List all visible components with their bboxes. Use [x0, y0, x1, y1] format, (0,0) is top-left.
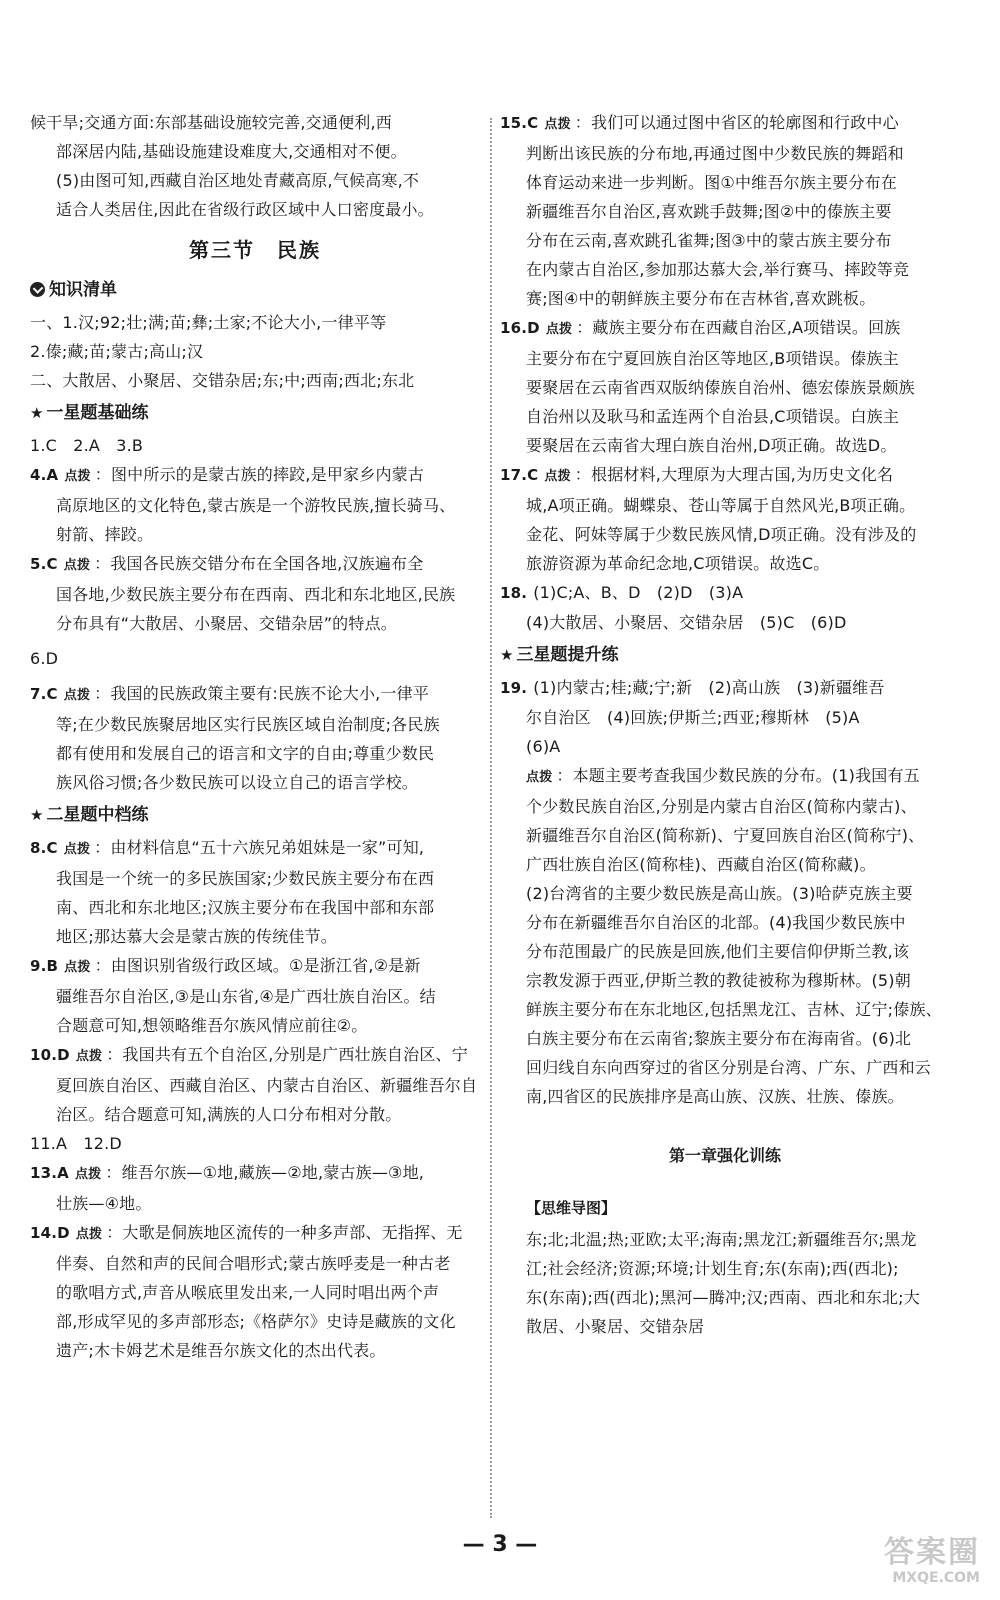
answer-11-12: 11.A 12.D	[30, 1134, 122, 1153]
question-18: 18. (1)C;A、B、D (2)D (3)A (4)大散居、小聚居、交错杂居 (5)C (6)D	[500, 583, 847, 632]
check-circle-icon	[30, 282, 45, 297]
question-16: 16.D 点拨 ：藏族主要分布在西藏自治区,A项错误。回族 主要分布在宁夏回族自治区等地区,B项错误。傣族主 要聚居在云南省西双版纳傣族自治州、德宏傣族景颇族 自治州以及耿马和孟连两个自治县,C项错误。白族主 要聚居在云南省大理白族自治州,D项正确。故选D。	[500, 318, 915, 455]
question-7: 7.C 点拨 ：我国的民族政策主要有:民族不论大小,一律平 等;在少数民族聚居地区实行民族区域自治制度;各民族 都有使用和发展自己的语言和文字的自由;尊重少数民 族风俗习惯;各少数民族可以设立自己的语言学校。	[30, 684, 440, 792]
question-13: 13.A 点拨 ：维吾尔族—①地,藏族—②地,蒙古族—③地, 壮族—④地。	[30, 1163, 425, 1213]
right-column	[500, 108, 950, 1341]
knowledge-line: 一、1.汉;92;壮;满;苗;彝;土家;不论大小,一律平等	[30, 313, 387, 332]
question-17: 17.C 点拨 ：根据材料,大理原为大理古国,为历史文化名 城,A项正确。蝴蝶泉、苍山等属于自然风光,B项正确。 金花、阿妹等属于少数民族风情,D项正确。没有涉及的 旅游资源为革命纪念地,C项错误。故选C。	[500, 465, 917, 573]
knowledge-line: 二、大散居、小聚居、交错杂居;东;中;西南;西北;东北	[30, 371, 415, 390]
watermark-logo: 答案圈 MXQE.COM	[884, 1535, 980, 1586]
intro-text: 候干旱;交通方面:东部基础设施较完善,交通便利,西 部深居内陆,基础设施建设难度大,交通相对不便。 (5)由图可知,西藏自治区地处青藏高原,气候高寒,不 适合人类居住,因此在省级行政区域中人口密度最小。	[30, 113, 434, 219]
question-9: 9.B 点拨 ：由图识别省级行政区域。①是浙江省,②是新 疆维吾尔自治区,③是山东省,④是广西壮族自治区。结 合题意可知,想领略维吾尔族风情应前往②。	[30, 956, 436, 1035]
question-5: 5.C 点拨 ：我国各民族交错分布在全国各地,汉族遍布全 国各地,少数民族主要分布在西南、西北和东北地区,民族 分布具有“大散居、小聚居、交错杂居”的特点。	[30, 554, 456, 633]
three-star-heading: ★ 三星题提升练	[500, 645, 619, 665]
question-19: 19. (1)内蒙古;桂;藏;宁;新 (2)高山族 (3)新疆维吾 尔自治区 (4)回族;伊斯兰;西亚;穆斯林 (5)A (6)A 点拨 ：本题主要考查我国少数民族的分布。(1)我国有五 个少数民族自治区,分别是内蒙古自治区(简称内蒙古)、 新疆维吾尔自治区(简称新)、宁夏回族自治区(简称宁)、 广西壮族自治区(简称桂)、西藏自治区(简称藏)。 (2)台湾省的主要少数民族是高山族。(3)哈萨克族主要 分布在新疆维吾尔自治区的北部。(4)我国少数民族中 分布范围最广的民族是回族,他们主要信仰伊斯兰教,该 宗教发源于西亚,伊斯兰教的教徒被称为穆斯林。(5)朝 鲜族主要分布在东北地区,包括黑龙江、吉林、辽宁;傣族、 白族主要分布在云南省;黎族主要分布在海南省。(6)北 回归线自东向西穿过的省区分别是台湾、广东、广西和云 南,四省区的民族排序是高山族、汉族、壮族、傣族。	[500, 678, 942, 1106]
mind-map: 【思维导图】 东;北;北温;热;亚欧;太平;海南;黑龙江;新疆维吾尔;黑龙 江;社会经济;资源;环境;计划生育;东(东南);西(西北); 东(东南);西(西北);黑河—腾冲;汉;西南、西北和东北;大 散居、小聚居、交错杂居	[500, 1195, 950, 1341]
two-star-heading: ★ 二星题中档练	[30, 805, 149, 825]
knowledge-heading: 知识清单	[30, 274, 480, 306]
question-8: 8.C 点拨 ：由材料信息“五十六族兄弟姐妹是一家”可知, 我国是一个统一的多民族国家;少数民族主要分布在西 南、西北和东北地区;汉族主要分布在我国中部和东部 地区;那达慕大会是蒙古族的传统佳节。	[30, 838, 435, 946]
question-4: 4.A 点拨 ：图中所示的是蒙古族的摔跤,是甲家乡内蒙古 高原地区的文化特色,蒙古族是一个游牧民族,擅长骑马、 射箭、摔跤。	[30, 465, 456, 544]
star-icon: ★	[500, 646, 514, 664]
question-15: 15.C 点拨 ：我们可以通过图中省区的轮廓图和行政中心 判断出该民族的分布地,再通过图中少数民族的舞蹈和 体育运动来进一步判断。图①中维吾尔族主要分布在 新疆维吾尔自治区,喜欢跳手鼓舞;图②中的傣族主要 分布在云南,喜欢跳孔雀舞;图③中的蒙古族主要分布 在内蒙古自治区,参加那达慕大会,举行赛马、摔跤等竞 赛;图④中的朝鲜族主要分布在吉林省,喜欢跳板。	[500, 113, 910, 308]
chapter-title: 第一章强化训练	[668, 1146, 781, 1165]
page-number: — 3 —	[462, 1532, 538, 1557]
one-star-heading: ★ 一星题基础练	[30, 403, 149, 423]
mind-map-label: 【思维导图】	[526, 1199, 617, 1217]
section-title: 第三节 民族	[189, 238, 321, 262]
star-icon: ★	[30, 806, 44, 824]
column-divider	[490, 118, 492, 1518]
star-icon: ★	[30, 404, 44, 422]
left-column	[30, 108, 480, 1365]
knowledge-line: 2.傣;藏;苗;蒙古;高山;汉	[30, 342, 204, 361]
question-14: 14.D 点拨 ：大歌是侗族地区流传的一种多声部、无指挥、无 伴奏、自然和声的民间合唱形式;蒙古族呼麦是一种古老 的歌唱方式,声音从喉底里发出来,一人同时唱出两个声 部,形成罕见的多声部形态;《格萨尔》史诗是藏族的文化 遗产;木卡姆艺术是维吾尔族文化的杰出代表。	[30, 1223, 463, 1360]
question-10: 10.D 点拨 ：我国共有五个自治区,分别是广西壮族自治区、宁 夏回族自治区、西藏自治区、内蒙古自治区、新疆维吾尔自 治区。结合题意可知,满族的人口分布相对分散。	[30, 1045, 478, 1124]
answer-1-3: 1.C 2.A 3.B	[30, 436, 144, 455]
answer-6: 6.D	[30, 649, 59, 668]
